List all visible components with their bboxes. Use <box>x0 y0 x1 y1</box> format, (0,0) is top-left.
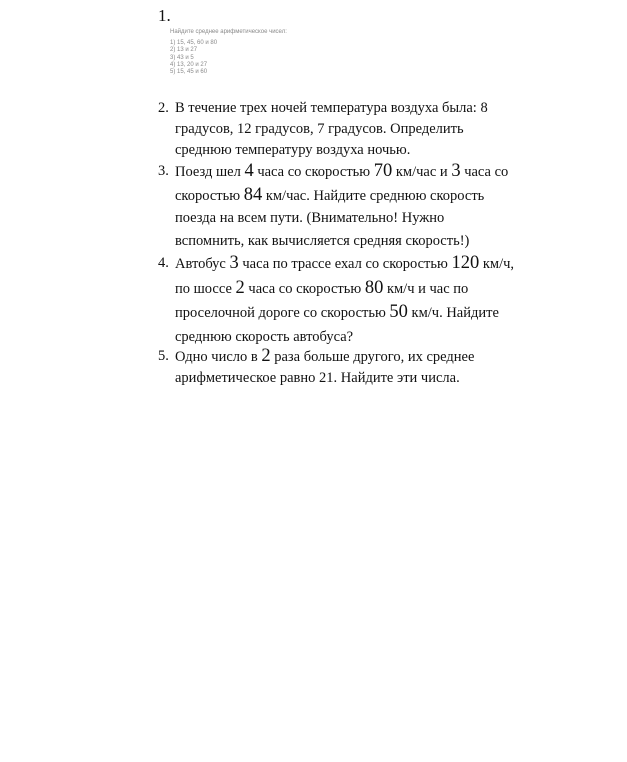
problem-4-text: проселочной дороге со скоростью <box>175 305 390 321</box>
problem-1-option: 5) 15, 45 и 60 <box>170 69 208 76</box>
problem-4-number: 4. <box>158 255 169 271</box>
problem-3-value: 4 <box>244 161 254 181</box>
problem-4-value: 3 <box>229 253 239 273</box>
problem-2-line: В течение трех ночей температура воздуха была: 8 <box>175 100 488 116</box>
problem-3-value: 3 <box>451 161 461 181</box>
problem-1-option: 3) 43 и 5 <box>170 54 194 61</box>
problem-4-text: км/ч и час по <box>383 280 469 297</box>
problem-2-line: градусов, 12 градусов, 7 градусов. Определить <box>175 121 464 137</box>
problem-2 <box>158 98 558 161</box>
problem-3-number: 3. <box>158 163 169 179</box>
problem-1-instruction: Найдите среднее арифметическое чисел: <box>170 29 287 35</box>
problem-2-line: среднюю температуру воздуха ночью. <box>175 142 411 158</box>
problem-4-text: км/ч. Найдите <box>407 305 499 321</box>
problem-5-number: 5. <box>158 348 169 364</box>
problem-5 <box>158 346 558 389</box>
problem-4-value: 2 <box>235 277 245 298</box>
problem-4-text: км/ч, <box>479 256 515 272</box>
problem-3-text: км/час и <box>392 164 452 180</box>
problem-4-text: Автобус <box>175 256 230 272</box>
problem-4-line <box>175 277 558 302</box>
problem-3-value: 84 <box>243 184 263 205</box>
problem-3-text: км/час. Найдите среднюю скорость <box>262 187 485 204</box>
problem-5-text: раза больше другого, их среднее <box>270 349 475 365</box>
problem-4-line <box>175 301 558 326</box>
problem-5-text: Одно число в <box>175 349 262 365</box>
problem-1-option: 4) 13, 20 и 27 <box>170 61 208 68</box>
problem-5-value: 2 <box>261 346 271 366</box>
problem-3-line <box>175 160 558 184</box>
problem-5-line <box>175 346 558 368</box>
problem-4-value: 80 <box>364 277 384 298</box>
problem-4-line <box>175 252 558 277</box>
problem-3-text: часа со скоростью <box>253 164 374 180</box>
problem-4-text: часа со скоростью <box>244 280 365 297</box>
problem-3-line: вспомнить, как вычисляется средняя скорость!) <box>175 232 470 249</box>
problem-3-text: Поезд шел <box>175 164 245 180</box>
problem-5-line: арифметическое равно 21. Найдите эти числа. <box>175 370 460 386</box>
problem-3-text: скоростью <box>175 187 244 204</box>
problem-4-line: среднюю скорость автобуса? <box>175 328 354 345</box>
problem-3-value: 70 <box>373 161 393 181</box>
problem-4-value: 120 <box>451 253 480 273</box>
problem-2-number: 2. <box>158 100 169 116</box>
problem-4 <box>158 252 558 349</box>
problem-1-option: 2) 13 и 27 <box>170 47 198 54</box>
problem-4-text: по шоссе <box>175 280 236 297</box>
problem-3 <box>158 160 558 252</box>
problem-3-line <box>175 184 558 208</box>
problem-4-text: часа по трассе ехал со скоростью <box>238 256 452 272</box>
problem-1-embedded-image <box>170 29 287 76</box>
problem-3-text: часа со <box>460 164 509 180</box>
problem-4-value: 50 <box>389 302 408 322</box>
problem-1-number: 1. <box>158 6 171 25</box>
problem-3-line: поезда на всем пути. (Внимательно! Нужно <box>175 210 445 226</box>
problem-1-option: 1) 15, 45, 60 и 80 <box>170 40 218 47</box>
